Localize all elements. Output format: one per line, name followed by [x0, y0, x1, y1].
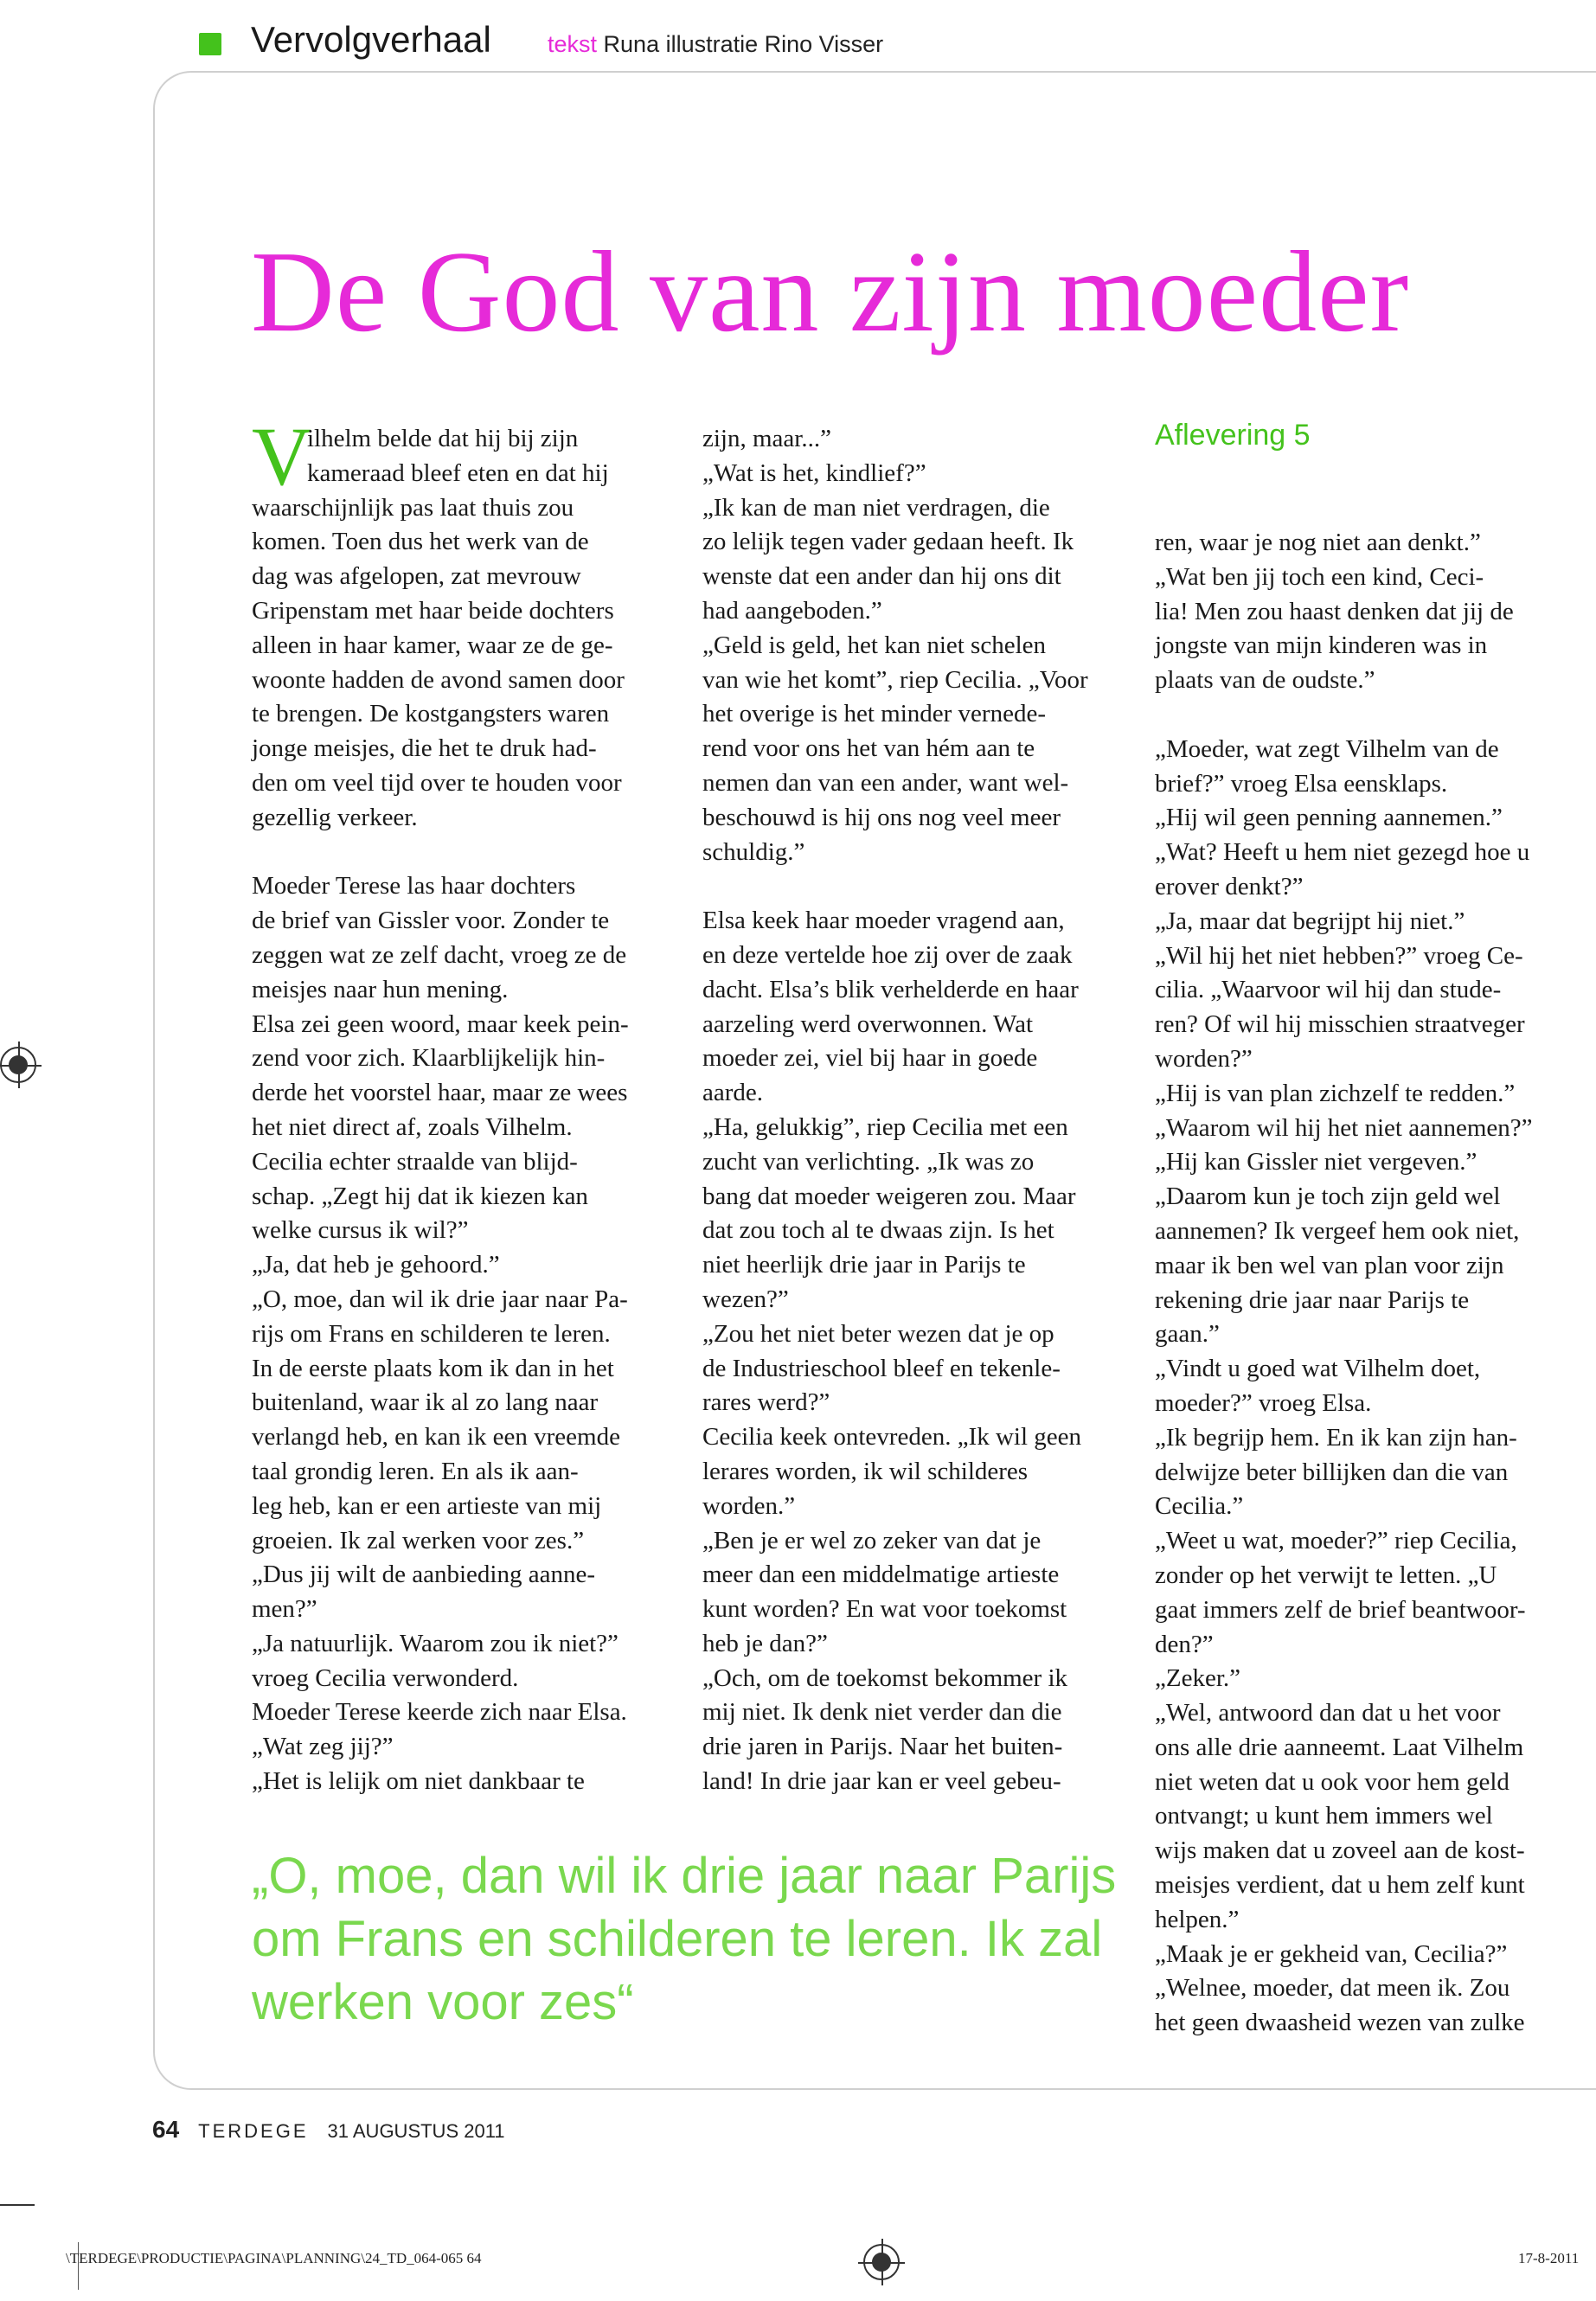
- text-line: drie jaren in Parijs. Naar het buiten-: [702, 1733, 1063, 1761]
- text-line: „Ha, gelukkig”, riep Cecilia met een: [702, 1112, 1068, 1141]
- text-line: aarzeling werd overwonnen. Wat: [702, 1009, 1034, 1038]
- credits-label: tekst: [548, 31, 598, 57]
- text-line: worden.”: [702, 1491, 796, 1520]
- text-line: meisjes verdient, dat u hem zelf kunt: [1155, 1871, 1525, 1900]
- text-line: „Ja natuurlijk. Waarom zou ik niet?”: [252, 1629, 619, 1657]
- section-marker: [199, 33, 221, 55]
- text-line: „Ik kan de man niet verdragen, die: [702, 493, 1050, 522]
- text-line: taal grondig leren. En als ik aan-: [252, 1457, 579, 1485]
- text-line: wezen?”: [702, 1285, 789, 1313]
- text-line: nemen dan van een ander, want wel-: [702, 768, 1069, 797]
- text-line: zo lelijk tegen vader gedaan heeft. Ik: [702, 528, 1074, 556]
- text-line: „Wat zeg jij?”: [252, 1733, 394, 1761]
- text-line: „Zeker.”: [1155, 1664, 1241, 1693]
- text-line: Gripenstam met haar beide dochters: [252, 596, 614, 625]
- text-line: ons alle drie aanneemt. Laat Vilhelm: [1155, 1733, 1524, 1761]
- text-line: ilhelm belde dat hij bij zijn: [307, 425, 579, 452]
- text-line: aarde.: [702, 1079, 764, 1107]
- text-line: Cecilia keek ontevreden. „Ik wil geen: [702, 1423, 1082, 1452]
- paragraph-gap: [1155, 698, 1570, 733]
- text-line: „Vindt u goed wat Vilhelm doet,: [1155, 1355, 1481, 1383]
- text-line: mij niet. Ik denk niet verder dan die: [702, 1698, 1062, 1727]
- text-line: „Wat? Heeft u hem niet gezegd hoe u: [1155, 838, 1530, 867]
- text-line: lia! Men zou haast denken dat jij de: [1155, 597, 1514, 625]
- text-line: „Maak je er gekheid van, Cecilia?”: [1155, 1939, 1508, 1968]
- text-line: zend voor zich. Klaarblijkelijk hin-: [252, 1044, 606, 1073]
- text-line: dat zou toch al te dwaas zijn. Is het: [702, 1216, 1054, 1245]
- text-line: beschouwd is hij ons nog veel meer: [702, 803, 1061, 831]
- text-line: meisjes naar hun mening.: [252, 975, 509, 1003]
- text-line: helpen.”: [1155, 1905, 1240, 1933]
- text-line: schuldig.”: [702, 837, 805, 866]
- text-line: „Ja, maar dat begrijpt hij niet.”: [1155, 907, 1465, 935]
- text-line: men?”: [252, 1595, 317, 1624]
- column-2: [702, 422, 1118, 1799]
- text-line: „Ik begrijp hem. En ik kan zijn han-: [1155, 1423, 1517, 1452]
- text-line: derde het voorstel haar, maar ze wees: [252, 1079, 628, 1107]
- text-line: het niet direct af, zoals Vilhelm.: [252, 1112, 573, 1141]
- text-line: vroeg Cecilia verwonderd.: [252, 1663, 519, 1692]
- text-line: jongste van mijn kinderen was in: [1155, 631, 1488, 660]
- text-line: „Hij kan Gissler niet vergeven.”: [1155, 1148, 1477, 1176]
- crop-mark: [0, 2204, 35, 2206]
- text-line: meer dan een middelmatige artieste: [702, 1561, 1060, 1589]
- text-line: dag was afgelopen, zat mevrouw: [252, 562, 581, 591]
- text-line: de brief van Gissler voor. Zonder te: [252, 907, 610, 935]
- text-line: „Wel, antwoord dan dat u het voor: [1155, 1699, 1501, 1727]
- text-line: moeder zei, viel bij haar in goede: [702, 1044, 1038, 1073]
- credits: [548, 31, 883, 58]
- registration-mark-icon: [863, 2244, 900, 2280]
- text-line: van wie het komt”, riep Cecilia. „Voor: [702, 665, 1088, 694]
- text-line: niet weten dat u ook voor hem geld: [1155, 1767, 1509, 1796]
- text-line: welke cursus ik wil?”: [252, 1216, 469, 1245]
- text-line: Elsa zei geen woord, maar keek pein-: [252, 1009, 629, 1038]
- text-line: ontvangt; u kunt hem immers wel: [1155, 1802, 1493, 1830]
- text-line: de Industrieschool bleef en tekenle-: [702, 1354, 1061, 1382]
- drop-cap: V: [252, 410, 312, 503]
- text-line: „Waarom wil hij het niet aannemen?”: [1155, 1113, 1533, 1142]
- text-line: maar ik ben wel van plan voor zijn: [1155, 1251, 1504, 1279]
- text-line: gezellig verkeer.: [252, 803, 418, 831]
- text-line: alleen in haar kamer, waar ze de ge-: [252, 631, 613, 659]
- text-line: woonte hadden de avond samen door: [252, 665, 625, 694]
- text-line: zijn, maar...”: [702, 425, 831, 452]
- paragraph-gap: [252, 836, 667, 870]
- text-line: „Dus jij wilt de aanbieding aanne-: [252, 1561, 596, 1589]
- pull-quote-line: „O, moe, dan wil ik drie jaar naar Parijs: [252, 1848, 1117, 1904]
- text-line: Moeder Terese keerde zich naar Elsa.: [252, 1698, 627, 1727]
- text-line: het overige is het minder vernede-: [702, 700, 1046, 728]
- page-footer: [152, 2116, 505, 2144]
- text-line: bang dat moeder weigeren zou. Maar: [702, 1182, 1076, 1210]
- issue-date: 31 AUGUSTUS 2011: [327, 2120, 505, 2142]
- text-line: Elsa keek haar moeder vragend aan,: [702, 907, 1065, 935]
- page-number: 64: [152, 2116, 180, 2143]
- text-line: groeien. Ik zal werken voor zes.”: [252, 1526, 585, 1554]
- text-line: den?”: [1155, 1630, 1214, 1658]
- magazine-name: TERDEGE: [198, 2120, 309, 2142]
- section-title: Vervolgverhaal: [251, 19, 491, 60]
- pull-quote-line: om Frans en schilderen te leren. Ik zal: [252, 1911, 1103, 1967]
- pull-quote-line: werken voor zes“: [252, 1974, 634, 2030]
- text-line: „Geld is geld, het kan niet schelen: [702, 631, 1047, 659]
- text-line: ren, waar je nog niet aan denkt.”: [1155, 529, 1481, 556]
- text-line: den om veel tijd over te houden voor: [252, 768, 622, 797]
- text-line: cilia. „Waarvoor wil hij dan stude-: [1155, 976, 1502, 1004]
- text-line: aannemen? Ik vergeef hem ook niet,: [1155, 1216, 1520, 1245]
- text-line: „Daarom kun je toch zijn geld wel: [1155, 1183, 1501, 1211]
- text-line: „Wat ben jij toch een kind, Ceci-: [1155, 562, 1484, 591]
- text-line: „Ben je er wel zo zeker van dat je: [702, 1526, 1042, 1554]
- text-line: het geen dwaasheid wezen van zulke: [1155, 2009, 1525, 2037]
- credits-names: Runa illustratie Rino Visser: [597, 31, 884, 57]
- text-line: buitenland, waar ik al zo lang naar: [252, 1388, 599, 1417]
- text-line: rijs om Frans en schilderen te leren.: [252, 1319, 611, 1348]
- text-line: ren? Of wil hij misschien straatveger: [1155, 1010, 1525, 1039]
- text-line: kameraad bleef eten en dat hij: [307, 458, 609, 487]
- text-line: „Het is lelijk om niet dankbaar te: [252, 1767, 585, 1796]
- text-line: erover denkt?”: [1155, 872, 1304, 901]
- text-line: zonder op het verwijt te letten. „U: [1155, 1561, 1497, 1589]
- text-line: rend voor ons het van hém aan te: [702, 734, 1035, 763]
- text-line: lerares worden, ik wil schilderes: [702, 1457, 1029, 1485]
- text-line: zeggen wat ze zelf dacht, vroeg ze de: [252, 940, 627, 969]
- text-line: niet heerlijk drie jaar in Parijs te: [702, 1251, 1026, 1279]
- text-line: te brengen. De kostgangsters waren: [252, 700, 610, 728]
- production-date: 17-8-2011: [1518, 2250, 1580, 2266]
- text-line: gaat immers zelf de brief beantwoor-: [1155, 1595, 1526, 1624]
- text-line: leg heb, kan er een artieste van mij: [252, 1491, 602, 1520]
- text-line: zucht van verlichting. „Ik was zo: [702, 1147, 1035, 1176]
- text-line: „Ja, dat heb je gehoord.”: [252, 1251, 500, 1279]
- text-line: kunt worden? En wat voor toekomst: [702, 1595, 1067, 1624]
- text-line: Cecilia.”: [1155, 1492, 1244, 1521]
- column-1: [252, 422, 667, 1799]
- text-line: Moeder Terese las haar dochters: [252, 872, 576, 901]
- text-line: „Welnee, moeder, dat meen ik. Zou: [1155, 1974, 1510, 2003]
- text-line: moeder?” vroeg Elsa.: [1155, 1388, 1372, 1417]
- text-line: brief?” vroeg Elsa eensklaps.: [1155, 769, 1448, 798]
- text-line: wenste dat een ander dan hij ons dit: [702, 562, 1061, 591]
- text-line: rares werd?”: [702, 1388, 830, 1417]
- text-line: „Weet u wat, moeder?” riep Cecilia,: [1155, 1527, 1517, 1555]
- text-line: „O, moe, dan wil ik drie jaar naar Pa-: [252, 1285, 628, 1313]
- text-line: jonge meisjes, die het te druk had-: [252, 734, 597, 763]
- text-line: heb je dan?”: [702, 1629, 828, 1657]
- text-line: „Hij is van plan zichzelf te redden.”: [1155, 1079, 1516, 1107]
- registration-mark-icon: [0, 1047, 36, 1083]
- text-line: komen. Toen dus het werk van de: [252, 528, 589, 556]
- text-line: gaan.”: [1155, 1320, 1220, 1349]
- text-line: schap. „Zegt hij dat ik kiezen kan: [252, 1182, 588, 1210]
- text-line: worden?”: [1155, 1044, 1253, 1073]
- text-line: „Moeder, wat zegt Vilhelm van de: [1155, 734, 1499, 763]
- text-line: rekening drie jaar naar Parijs te: [1155, 1285, 1470, 1314]
- text-line: had aangeboden.”: [702, 596, 882, 625]
- text-line: „Wat is het, kindlief?”: [702, 458, 926, 487]
- text-line: „Zou het niet beter wezen dat je op: [702, 1319, 1054, 1348]
- production-slug: \TERDEGE\PRODUCTIE\PAGINA\PLANNING\24_TD_064-065 64: [66, 2250, 482, 2266]
- text-line: dacht. Elsa’s blik verhelderde en haar: [702, 975, 1079, 1003]
- column-3: [1155, 526, 1570, 2041]
- text-line: land! In drie jaar kan er veel gebeu-: [702, 1767, 1061, 1796]
- text-line: „Och, om de toekomst bekommer ik: [702, 1663, 1068, 1692]
- text-line: „Wil hij het niet hebben?” vroeg Ce-: [1155, 941, 1523, 970]
- text-line: In de eerste plaats kom ik dan in het: [252, 1354, 614, 1382]
- episode-label: Aflevering 5: [1155, 419, 1311, 452]
- text-line: wijs maken dat u zoveel aan de kost-: [1155, 1836, 1525, 1865]
- text-line: waarschijnlijk pas laat thuis zou: [252, 493, 574, 522]
- text-line: verlangd heb, en kan ik een vreemde: [252, 1423, 620, 1452]
- text-line: delwijze beter billijken dan die van: [1155, 1458, 1509, 1486]
- text-line: en deze vertelde hoe zij over de zaak: [702, 940, 1073, 969]
- text-line: plaats van de oudste.”: [1155, 666, 1375, 695]
- article-title: De God van zijn moeder: [251, 228, 1410, 356]
- paragraph-gap: [702, 869, 1118, 904]
- pull-quote: [252, 1844, 1134, 2034]
- text-line: Cecilia echter straalde van blijd-: [252, 1147, 578, 1176]
- text-line: „Hij wil geen penning aannemen.”: [1155, 804, 1503, 832]
